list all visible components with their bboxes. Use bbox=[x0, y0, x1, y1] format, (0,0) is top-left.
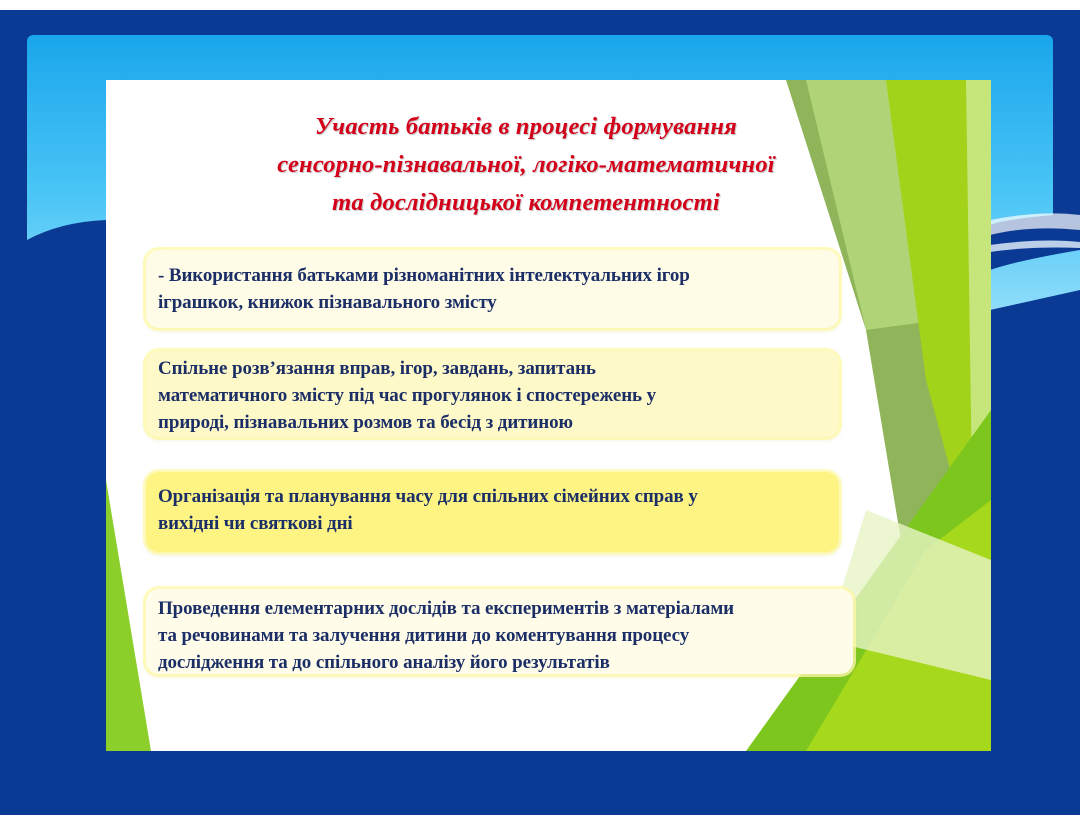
item-line: Проведення елементарних дослідів та експериментів з матеріалами bbox=[158, 598, 735, 619]
item-line: вихідні чи святкові дні bbox=[158, 513, 353, 534]
item-line: математичного змісту під час прогулянок і спостережень у bbox=[158, 385, 657, 406]
item-line: дослідження та до спільного аналізу його результатів bbox=[158, 652, 610, 673]
item-line: Організація та планування часу для спільних сімейних справ у bbox=[158, 486, 698, 507]
title-line: сенсорно-пізнавальної, логіко-математичної bbox=[277, 151, 775, 178]
item-box-planning bbox=[146, 472, 839, 552]
item-line: іграшкок, книжок пізнавального змісту bbox=[158, 292, 497, 313]
item-box-toys-books bbox=[146, 250, 839, 328]
slide bbox=[106, 80, 991, 751]
item-line: Спільне розв’язання вправ, ігор, завдань, запитань bbox=[158, 358, 596, 379]
item-line: - Використання батьками різноманітних інтелектуальних ігор bbox=[158, 265, 690, 286]
item-box-joint-solving bbox=[146, 351, 839, 437]
title-line: Участь батьків в процесі формування bbox=[315, 113, 737, 140]
item-line: та речовинами та залучення дитини до коментування процесу bbox=[158, 625, 690, 646]
title-line: та дослідницької компетентності bbox=[332, 189, 720, 216]
item-box-experiments bbox=[146, 589, 853, 674]
slide-title bbox=[226, 108, 826, 222]
item-line: природі, пізнавальних розмов та бесід з дитиною bbox=[158, 412, 573, 433]
